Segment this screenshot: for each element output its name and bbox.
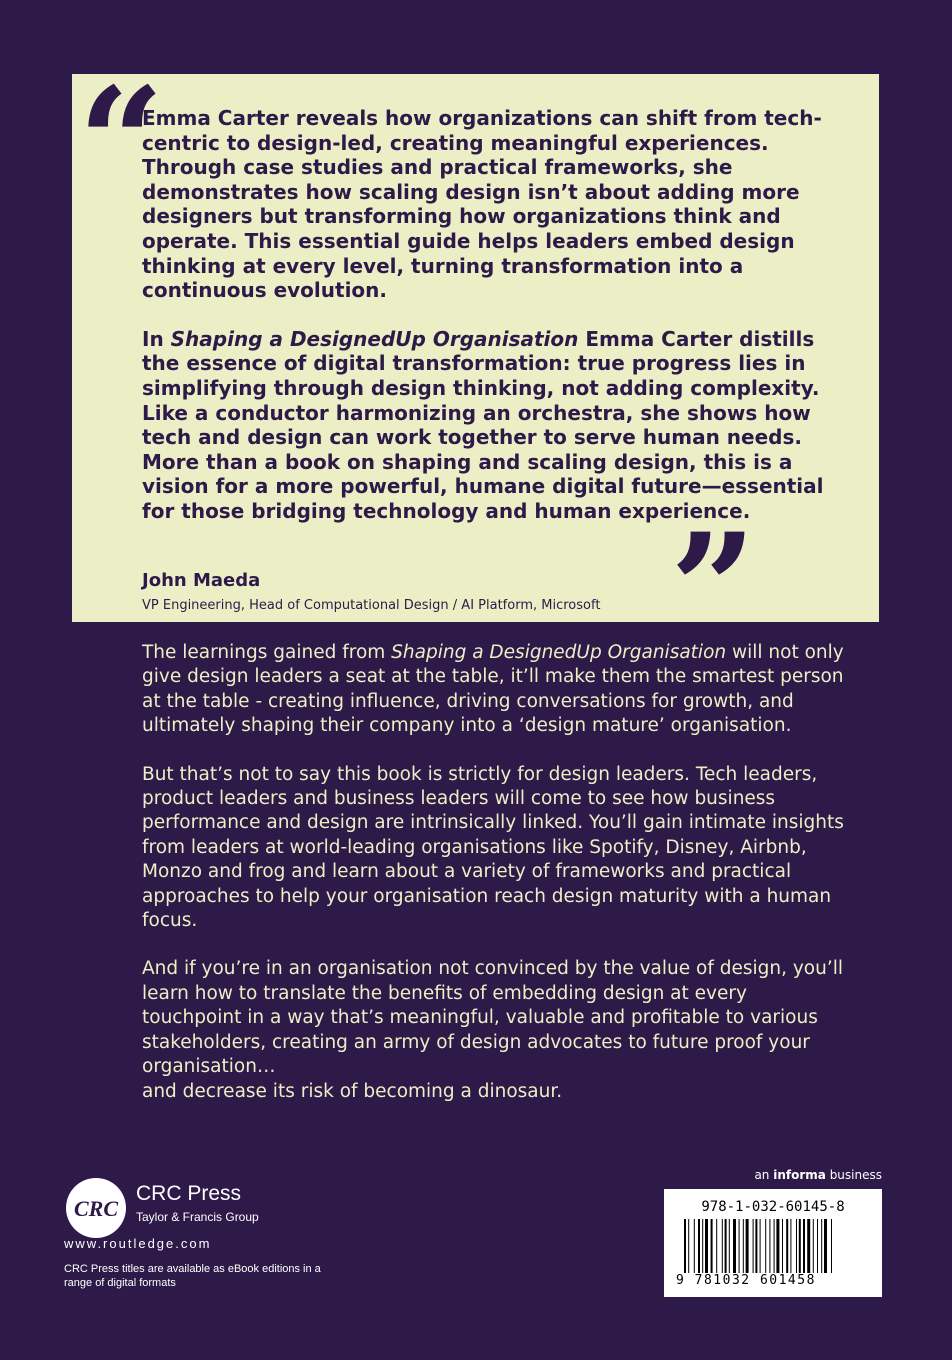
barcode-bar (769, 1219, 770, 1273)
endorsement-paragraph-1: Emma Carter reveals how organizations can shift from tech-centric to design-led, creating meaningful experiences. Through case studies and practical frameworks, she demonstrates how scaling design isn’t about adding more designers but transforming how organizations think and operate. This essential guide helps leaders embed design thinking at every level, turning transformation into a continuous evolution. (142, 106, 822, 303)
barcode-bar (743, 1219, 744, 1273)
barcode-bar (711, 1219, 713, 1273)
barcode-bar (684, 1219, 686, 1273)
isbn-bottom-text: 9 781032 601458 (676, 1273, 816, 1288)
barcode-bar (799, 1219, 801, 1273)
barcode-bar (688, 1219, 689, 1273)
barcode-bar (733, 1219, 736, 1273)
description-p3-last: and decrease its risk of becoming a dinosaur. (142, 1080, 563, 1102)
endorsement-book-title: Shaping a DesignedUp Organisation (170, 326, 579, 351)
description-p3-main: And if you’re in an organisation not convinced by the value of design, you’ll learn how to translate the benefits of embedding design at every touchpoint in a way that’s meaningful, valuable and profitable to various stakeholders, creating an army of design advocates to future proof your organisation… (142, 958, 844, 1078)
publisher-group: Taylor & Francis Group (136, 1210, 259, 1224)
barcode-bar (765, 1219, 766, 1273)
barcode-bar (807, 1219, 810, 1273)
publisher-website[interactable]: www.routledge.com (64, 1236, 212, 1251)
endorsement-p2-rest: Emma Carter distills the essence of digital transformation: true progress lies in simplifying through design thinking, not adding complexity. Like a conductor harmonizing an orchestra, she shows how tech and design can work together to serve human needs. More than a book on shaping and scaling design, this is a vision for a more powerful, humane digital future—essential for those bridging technology and human experience. (142, 326, 824, 523)
description-paragraph-1 (142, 641, 852, 739)
description-p1-rest: will not only give design leaders a seat at the table, it’ll make them the smartest person at the table - creating influence, driving conversations for growth, and ultimately shaping their company into a ‘design mature’ organisation. (142, 642, 844, 737)
barcode-bar (817, 1219, 818, 1273)
isbn-top-text: 978-1-032-60145-8 (701, 1199, 845, 1215)
barcode-bar (729, 1219, 730, 1273)
barcode-bar (796, 1219, 797, 1273)
barcode-bar (722, 1219, 723, 1273)
barcode-bar (755, 1219, 757, 1273)
endorser-name: John Maeda (142, 570, 261, 591)
ebook-availability-note: CRC Press titles are available as eBook editions in a range of digital formats (64, 1263, 321, 1289)
barcode-bar (821, 1219, 822, 1273)
barcode-bar (813, 1219, 814, 1273)
description-paragraph-2: But that’s not to say this book is strictly for design leaders. Tech leaders, product leaders and business leaders will come to see how business performance and design are intrinsically linked. You’ll gain intimate insights from leaders at world-leading organisations like Spotify, Disney, Airbnb, Monzo and frog and learn about a variety of frameworks and practical approaches to help your organisation reach design maturity with a human focus. (142, 763, 844, 932)
crc-logo-icon (64, 1176, 128, 1240)
book-description (142, 641, 852, 1128)
barcode-bar (782, 1219, 783, 1273)
publisher-name: CRC Press (136, 1182, 242, 1205)
barcode-bar (739, 1219, 740, 1273)
barcode-bar (698, 1219, 700, 1273)
barcode-bar (831, 1219, 832, 1273)
description-book-title: Shaping a DesignedUp Organisation (391, 642, 727, 663)
barcode-bar (753, 1219, 754, 1273)
informa-suffix: business (825, 1168, 882, 1182)
informa-prefix: an (754, 1168, 774, 1182)
isbn-barcode (664, 1189, 882, 1297)
barcode-bar (803, 1219, 805, 1273)
endorser-title: VP Engineering, Head of Computational Design / AI Platform, Microsoft (142, 598, 601, 613)
barcode-bar (725, 1219, 727, 1273)
barcode-bar (716, 1219, 717, 1273)
close-quote-mark: ” (670, 501, 757, 677)
description-paragraph-3 (142, 957, 852, 1103)
open-quote-mark: “ (78, 55, 165, 231)
barcode-bars-icon (684, 1219, 872, 1279)
barcode-bar (760, 1219, 761, 1273)
barcode-bar (790, 1219, 791, 1273)
barcode-bar (824, 1219, 827, 1273)
description-p1-prefix: The learnings gained from (142, 642, 392, 663)
barcode-bar (774, 1219, 775, 1273)
barcode-bar (776, 1219, 779, 1273)
crc-logo-text: CRC (73, 1196, 119, 1221)
informa-word: informa (773, 1168, 826, 1182)
barcode-bar (746, 1219, 749, 1273)
barcode-bar (786, 1219, 788, 1273)
endorsement-text (142, 106, 842, 548)
informa-business-label (754, 1168, 882, 1182)
endorsement-paragraph-2 (142, 327, 842, 524)
barcode-bar (694, 1219, 695, 1273)
endorsement-p2-prefix: In (142, 326, 171, 351)
barcode-bar (705, 1219, 708, 1273)
barcode-bar (702, 1219, 703, 1273)
